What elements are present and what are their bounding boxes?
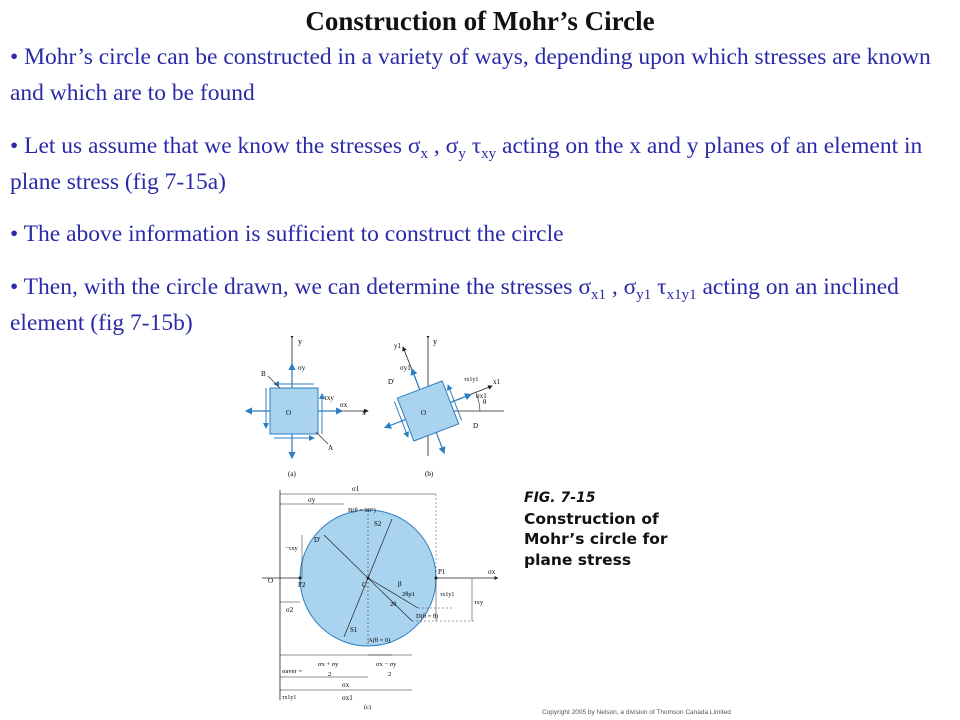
y1-axis-label: y1 — [394, 342, 401, 350]
bullet-text: • Mohr’s circle can be constructed in a variety of ways, depending upon which stresses are known and which are to be found — [10, 44, 931, 106]
center-c-label: C — [362, 581, 367, 589]
s2-label: S2 — [374, 520, 382, 528]
figure-b — [369, 337, 504, 478]
tau-xy-label: τxy — [324, 394, 334, 402]
p2-label: P2 — [298, 581, 306, 589]
sigma1-label: σ1 — [352, 485, 360, 493]
point-b-label: B(θ = 90°) — [348, 507, 376, 514]
sigma-x1-label: σx1 — [342, 694, 353, 702]
average-denominator-label: 2 — [328, 671, 332, 678]
bullet-text-start: • Then, with the circle drawn, we can determine the stresses σ — [10, 274, 591, 300]
sigma2-label: σ2 — [286, 606, 294, 614]
point-b-label: B — [261, 370, 266, 378]
bullet-known-stresses — [10, 128, 945, 200]
origin-label: O — [421, 409, 427, 417]
bottom-tau-x1y1-label: τx1y1 — [282, 695, 297, 701]
x-axis-label: x — [362, 408, 366, 417]
bullet-text-end: acting on an inclined element (fig 7-15b) — [10, 274, 899, 336]
subscript-x1y1: x1y1 — [666, 287, 697, 303]
sigma-y1-label: σy1 — [400, 364, 411, 372]
sigma-y-label: σy — [308, 496, 316, 504]
caption-line: Construction of — [524, 509, 659, 528]
beta-label: β — [398, 580, 402, 588]
copyright-notice: Copyright 2005 by Nelson, a division of Thomson Canada Limited — [542, 709, 731, 716]
panel-c-label: (c) — [364, 704, 372, 710]
two-theta-label: 2θ — [390, 601, 397, 608]
subscript-y1: y1 — [636, 287, 652, 303]
sigma-x1-label: σx1 — [476, 392, 487, 400]
y-axis-label: y — [298, 337, 302, 346]
figure-number: FIG. 7-15 — [524, 490, 596, 506]
panel-a-label: (a) — [288, 470, 296, 478]
origin-label: O — [268, 577, 274, 585]
bullet-text-sep1: , σ — [428, 133, 459, 159]
stress-element-figures — [228, 336, 518, 484]
sigma-x-label: σx — [342, 681, 350, 689]
bullet-inclined-element — [10, 269, 945, 341]
p1-label: P1 — [438, 568, 446, 576]
x1-axis-label: x1 — [493, 378, 500, 386]
figure-a — [246, 337, 368, 478]
half-difference-denominator-label: 2 — [388, 671, 392, 678]
bullet-text-end: acting on the x and y planes of an element in plane stress (fig 7-15a) — [10, 133, 923, 195]
bullet-text-start: • Let us assume that we know the stresses σ — [10, 133, 421, 159]
point-a-label: A(θ = 0) — [368, 637, 391, 644]
figure-caption — [524, 488, 668, 570]
tau-xy-label: τxy — [474, 599, 484, 606]
page-title: Construction of Mohr’s Circle — [305, 6, 655, 36]
bullet-text: • The above information is sufficient to construct the circle — [10, 221, 564, 247]
mohr-circle-figure — [240, 480, 508, 710]
tau-x1y1-label: τx1y1 — [440, 592, 455, 598]
subscript-y: y — [458, 146, 466, 162]
average-numerator-label: σx + σy — [318, 661, 339, 668]
caption-line: plane stress — [524, 550, 632, 569]
subscript-x: x — [420, 146, 429, 162]
s1-label: S1 — [350, 626, 358, 634]
y-axis-label: y — [433, 337, 437, 346]
neg-tau-xy-label: −τxy — [285, 545, 298, 552]
sigma-y-label: σy — [298, 364, 306, 372]
subscript-x1: x1 — [591, 287, 606, 303]
point-dprime-label: D′ — [314, 536, 321, 544]
point-d-label: D — [473, 422, 479, 430]
sigma-x-axis-label: σx — [488, 568, 496, 576]
origin-label: O — [286, 409, 292, 417]
bullet-text-sep2: τ — [465, 133, 482, 159]
bullet-sufficient-info — [10, 216, 945, 252]
bullet-text-sep2: τ — [651, 274, 667, 300]
point-dprime-label: D′ — [388, 378, 395, 386]
two-theta-p1-label: 2θp1 — [402, 591, 415, 598]
bullet-text-sep1: , σ — [606, 274, 637, 300]
bullet-mohr-construction — [10, 39, 945, 111]
point-a-label: A — [328, 444, 334, 452]
point-d-label: D(θ = θ) — [416, 613, 439, 620]
panel-b-label: (b) — [425, 470, 434, 478]
subscript-xy: xy — [481, 146, 497, 162]
sigma-aver-label: σaver = — [282, 668, 302, 675]
half-difference-label: σx − σy — [376, 661, 397, 668]
theta-label: θ — [483, 398, 487, 406]
sigma-x-label: σx — [340, 401, 348, 409]
caption-line: Mohr’s circle for — [524, 530, 668, 548]
tau-x1y1-label: τx1y1 — [464, 377, 479, 383]
